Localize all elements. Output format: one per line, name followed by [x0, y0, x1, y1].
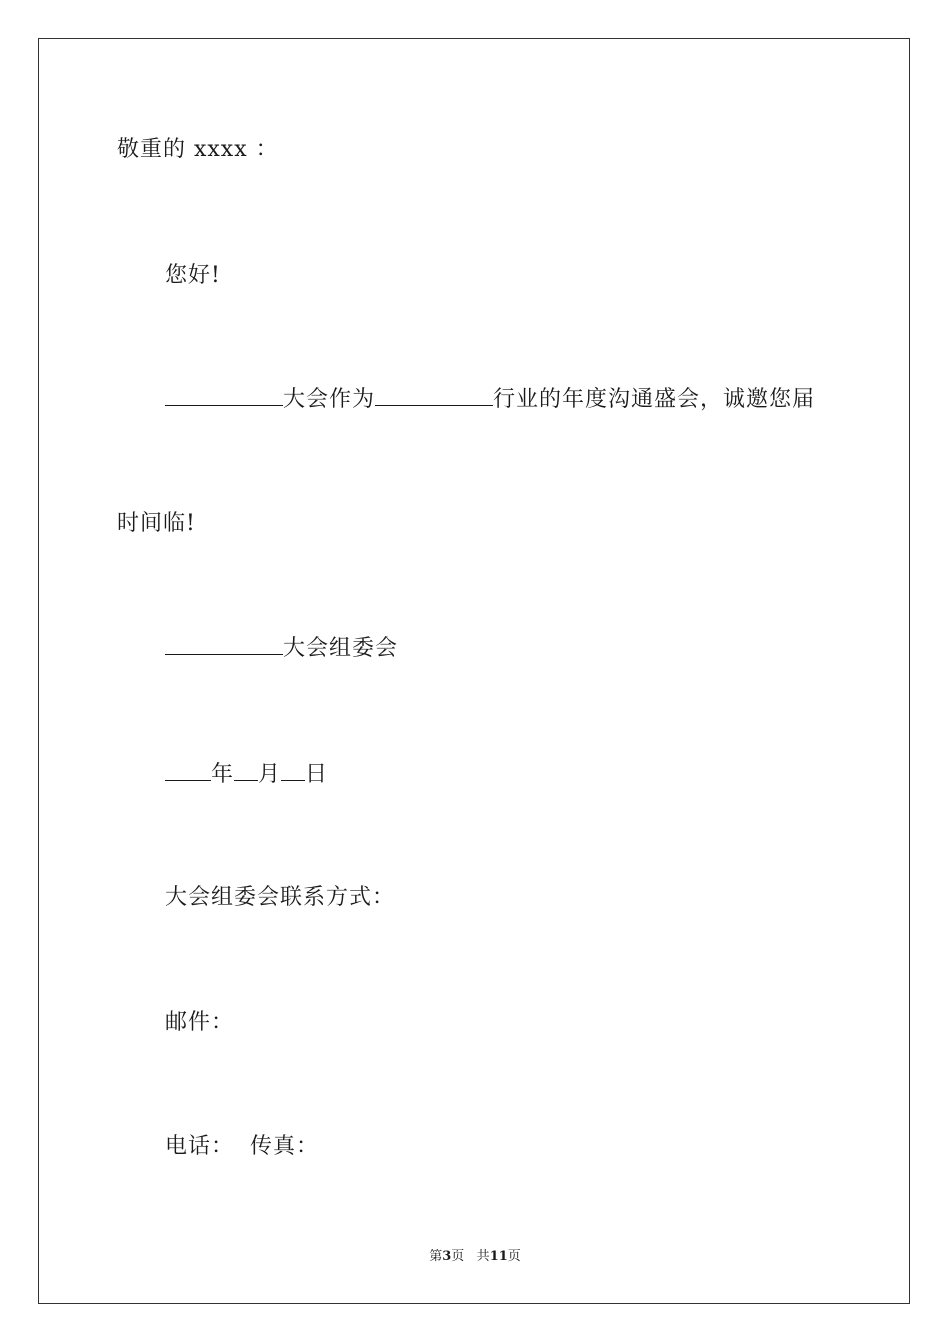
phone-label: 电话： [165, 1134, 235, 1159]
phone-fax-line [165, 1133, 319, 1161]
salutation: 敬重的 xxxx ： [117, 137, 279, 162]
page-suffix: 页 [451, 1249, 465, 1264]
date-line [165, 760, 328, 789]
page-prefix: 第 [429, 1249, 443, 1264]
total-pages: 11 [489, 1249, 508, 1264]
blank-year [165, 760, 211, 781]
body-paragraph [165, 385, 815, 414]
blank-conference-name [165, 385, 283, 406]
organizer-signature [165, 634, 398, 663]
page-footer [0, 1248, 950, 1266]
fax-label: 传真： [250, 1134, 320, 1159]
email-label: 邮件： [165, 1010, 235, 1035]
date-day-label: 日 [305, 762, 329, 787]
date-year-label: 年 [211, 762, 235, 787]
total-suffix: 页 [507, 1249, 521, 1264]
total-prefix: 共 [476, 1249, 490, 1264]
organizer-text: 大会组委会 [283, 636, 399, 661]
blank-organizer-name [165, 634, 283, 655]
blank-industry-name [375, 385, 493, 406]
page-border [38, 38, 910, 1304]
date-month-label: 月 [258, 762, 282, 787]
body-continuation: 时间临! [117, 511, 196, 536]
greeting: 您好! [165, 263, 221, 288]
body-text-part1: 大会作为 [283, 387, 376, 412]
body-text-part2: 行业的年度沟通盛会，诚邀您届 [493, 387, 816, 412]
blank-month [234, 760, 258, 781]
contact-heading: 大会组委会联系方式： [165, 885, 396, 910]
page-number: 3 [442, 1249, 452, 1264]
blank-day [281, 760, 305, 781]
